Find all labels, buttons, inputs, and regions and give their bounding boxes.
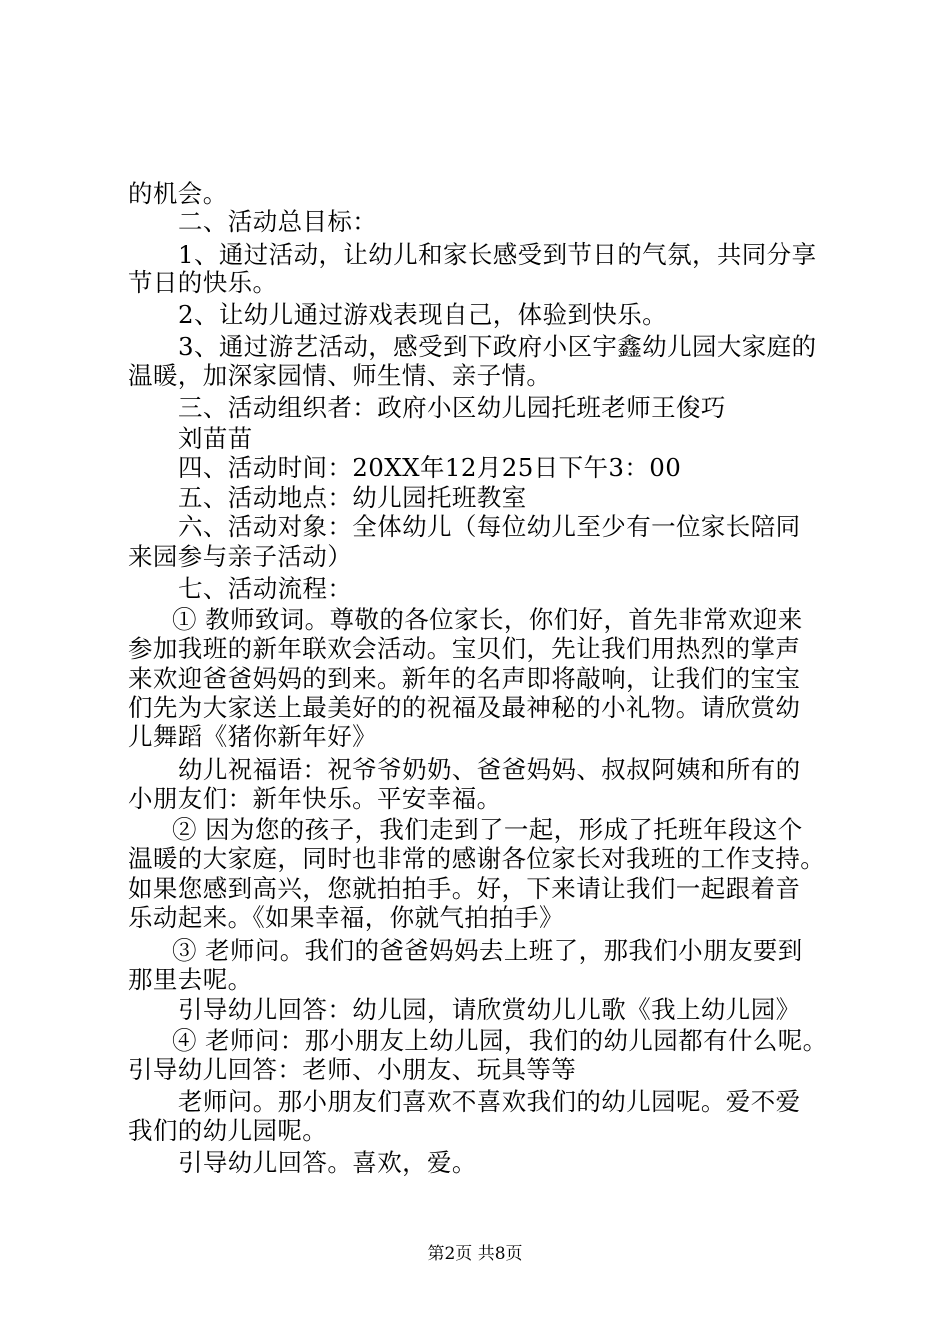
text-line: 来园参与亲子活动） bbox=[128, 542, 353, 571]
text-line: 四、活动时间：20XX年12月25日下午3：00 bbox=[178, 453, 682, 482]
text-line: 幼儿祝福语：祝爷爷奶奶、爸爸妈妈、叔叔阿姨和所有的 bbox=[178, 755, 801, 784]
text-line: 小朋友们：新年快乐。平安幸福。 bbox=[128, 784, 502, 813]
text-line: 温暖的大家庭，同时也非常的感谢各位家长对我班的工作支持。 bbox=[128, 844, 826, 873]
text-line: 老师问。那小朋友们喜欢不喜欢我们的幼儿园呢。爱不爱 bbox=[178, 1087, 801, 1116]
text-line: 引导幼儿回答：老师、小朋友、玩具等等 bbox=[128, 1055, 577, 1084]
text-line: 参加我班的新年联欢会活动。宝贝们，先让我们用热烈的掌声 bbox=[128, 634, 801, 663]
text-line: 刘苗苗 bbox=[178, 424, 253, 453]
text-line: 节日的快乐。 bbox=[128, 268, 278, 297]
text-line: 二、活动总目标： bbox=[178, 207, 378, 236]
text-line: ③ 老师问。我们的爸爸妈妈去上班了，那我们小朋友要到 bbox=[172, 936, 803, 965]
text-line: 来欢迎爸爸妈妈的到来。新年的名声即将敲响，让我们的宝宝 bbox=[128, 664, 801, 693]
text-line: 温暖，加深家园情、师生情、亲子情。 bbox=[128, 361, 552, 390]
text-line: ② 因为您的孩子，我们走到了一起，形成了托班年段这个 bbox=[172, 815, 803, 844]
text-line: 五、活动地点：幼儿园托班教室 bbox=[178, 483, 527, 512]
text-line: 们先为大家送上最美好的的祝福及最神秘的小礼物。请欣赏幼 bbox=[128, 693, 801, 722]
text-line: 引导幼儿回答。喜欢，爱。 bbox=[178, 1148, 477, 1177]
page-number: 第2页 共8页 bbox=[427, 1244, 523, 1264]
text-line: 我们的幼儿园呢。 bbox=[128, 1116, 328, 1145]
text-line: 乐动起来。《如果幸福，你就气拍拍手》 bbox=[128, 903, 564, 932]
text-line: 那里去呢。 bbox=[128, 965, 253, 994]
text-line: 七、活动流程： bbox=[178, 574, 353, 603]
text-line: 三、活动组织者：政府小区幼儿园托班老师王俊巧 bbox=[178, 393, 726, 422]
text-line: ④ 老师问：那小朋友上幼儿园，我们的幼儿园都有什么呢。 bbox=[172, 1026, 828, 1055]
text-line: 3、通过游艺活动，感受到下政府小区宇鑫幼儿园大家庭的 bbox=[178, 332, 817, 361]
text-line: 的机会。 bbox=[128, 179, 228, 208]
text-line: 六、活动对象：全体幼儿（每位幼儿至少有一位家长陪同 bbox=[178, 512, 801, 541]
text-line: ① 教师致词。尊敬的各位家长，你们好，首先非常欢迎来 bbox=[172, 605, 803, 634]
text-line: 如果您感到高兴，您就拍拍手。好，下来请让我们一起跟着音 bbox=[128, 874, 801, 903]
text-line: 2、让幼儿通过游戏表现自己，体验到快乐。 bbox=[178, 300, 668, 329]
text-line: 1、通过活动，让幼儿和家长感受到节日的气氛，共同分享 bbox=[178, 240, 817, 269]
text-line: 引导幼儿回答：幼儿园，请欣赏幼儿儿歌《我上幼儿园》 bbox=[178, 995, 801, 1024]
text-line: 儿舞蹈《猪你新年好》 bbox=[128, 722, 377, 751]
